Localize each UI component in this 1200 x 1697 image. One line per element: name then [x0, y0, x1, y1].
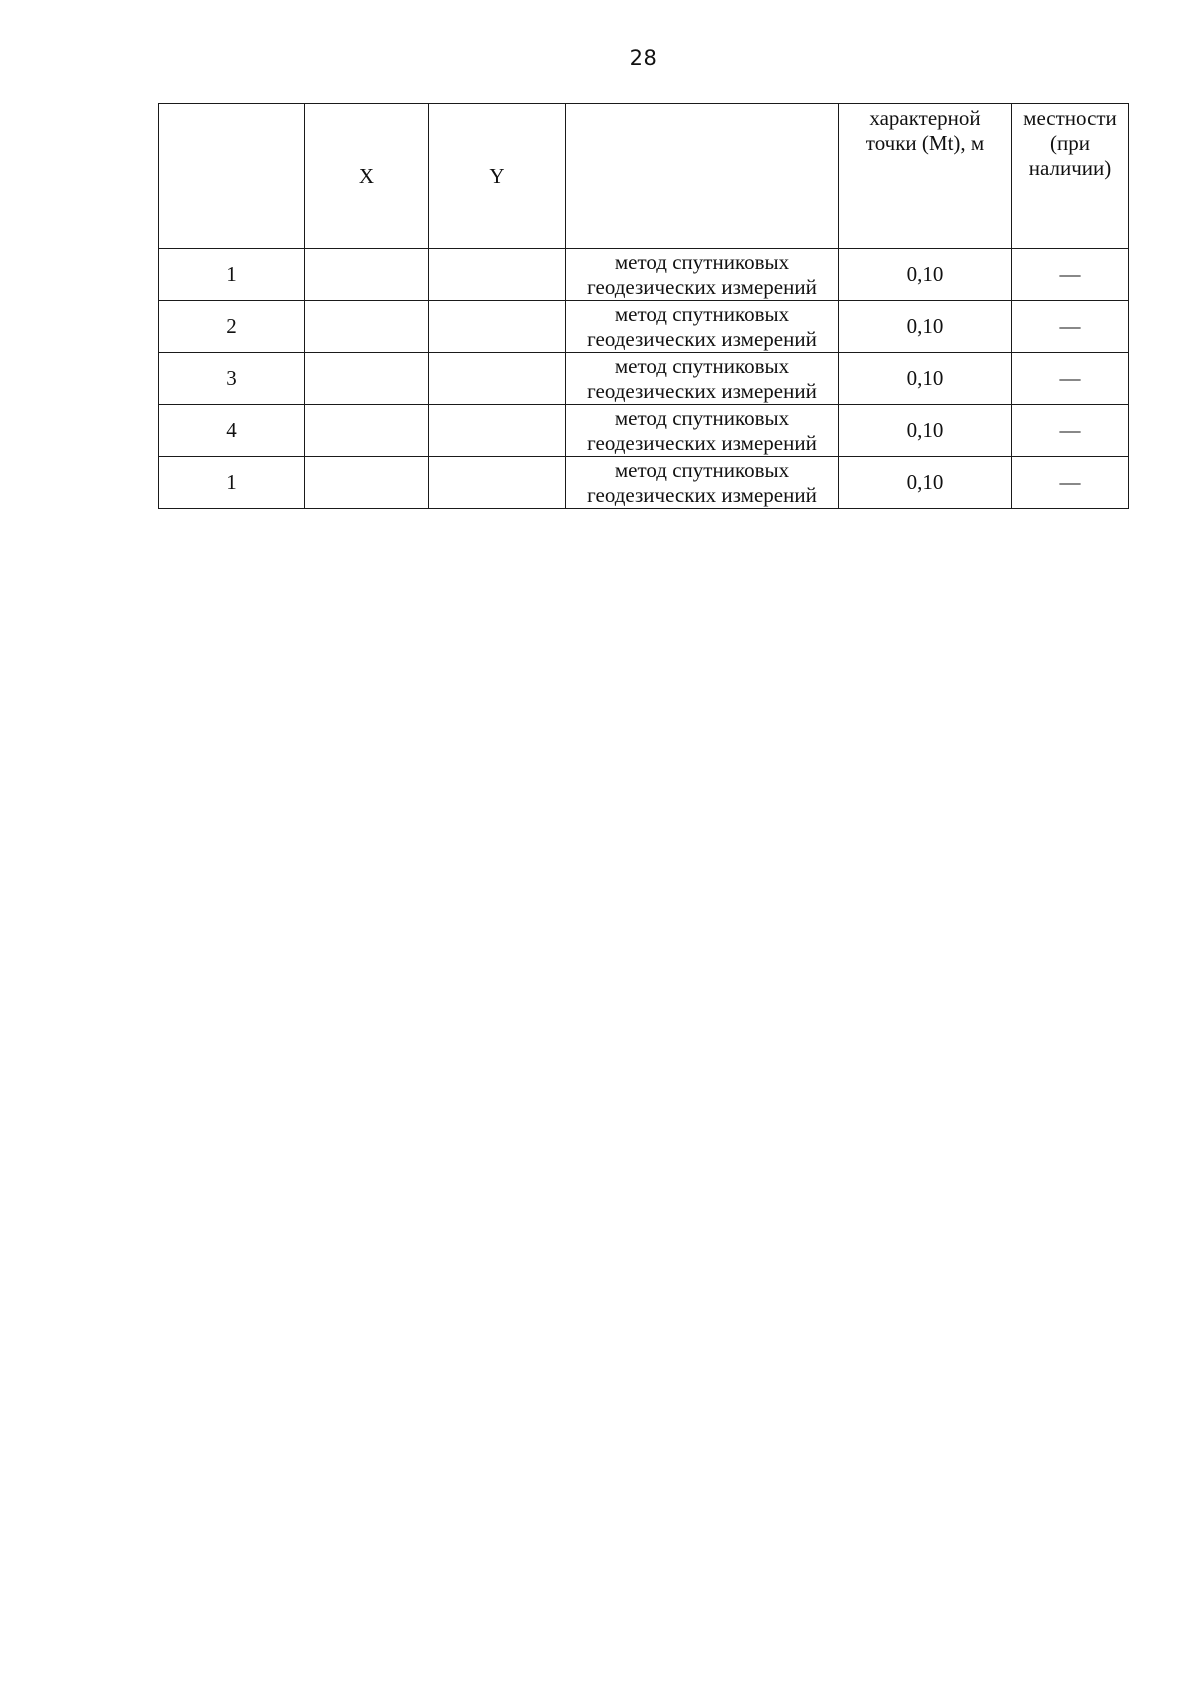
accuracy-value: 0,10: [839, 301, 1012, 353]
accuracy-value: 0,10: [839, 457, 1012, 509]
header-x: X: [305, 104, 429, 249]
header-accuracy: характерной точки (Mt), м: [839, 104, 1012, 249]
method-cell: [566, 249, 839, 301]
x-value: [305, 301, 429, 353]
y-value: [429, 249, 566, 301]
table-row: [159, 457, 1129, 509]
description-value: —: [1012, 353, 1129, 405]
accuracy-value: 0,10: [839, 405, 1012, 457]
coordinates-table: [158, 103, 1129, 509]
method-cell: [566, 457, 839, 509]
table-row: [159, 249, 1129, 301]
accuracy-value: 0,10: [839, 353, 1012, 405]
y-value: [429, 405, 566, 457]
y-value: [429, 457, 566, 509]
y-value: [429, 353, 566, 405]
method-line-1: метод спутниковых: [614, 457, 790, 482]
method-line-1: метод спутниковых: [614, 249, 790, 274]
table-header-row: [159, 104, 1129, 249]
method-line-2: геодезических измерений: [587, 482, 817, 507]
x-value: [305, 457, 429, 509]
accuracy-value: 0,10: [839, 249, 1012, 301]
x-value: [305, 353, 429, 405]
method-line-1: метод спутниковых: [614, 353, 790, 378]
table-row: [159, 405, 1129, 457]
method-cell: [566, 301, 839, 353]
method-line-1: метод спутниковых: [614, 301, 790, 326]
method-cell: [566, 405, 839, 457]
method-cell: [566, 353, 839, 405]
header-point-number: [159, 104, 305, 249]
method-line-2: геодезических измерений: [587, 378, 817, 403]
page-number: 28: [629, 46, 658, 70]
method-line-2: геодезических измерений: [587, 430, 817, 455]
description-value: —: [1012, 249, 1129, 301]
point-number: 1: [159, 249, 305, 301]
method-line-1: метод спутниковых: [614, 405, 790, 430]
header-y: Y: [429, 104, 566, 249]
point-number: 3: [159, 353, 305, 405]
header-description: местности (при наличии): [1012, 104, 1129, 249]
x-value: [305, 249, 429, 301]
point-number: 2: [159, 301, 305, 353]
table-row: [159, 353, 1129, 405]
description-value: —: [1012, 457, 1129, 509]
point-number: 1: [159, 457, 305, 509]
x-value: [305, 405, 429, 457]
description-value: —: [1012, 301, 1129, 353]
description-value: —: [1012, 405, 1129, 457]
header-method: [566, 104, 839, 249]
method-line-2: геодезических измерений: [587, 274, 817, 299]
method-line-2: геодезических измерений: [587, 326, 817, 351]
point-number: 4: [159, 405, 305, 457]
table-row: [159, 301, 1129, 353]
y-value: [429, 301, 566, 353]
